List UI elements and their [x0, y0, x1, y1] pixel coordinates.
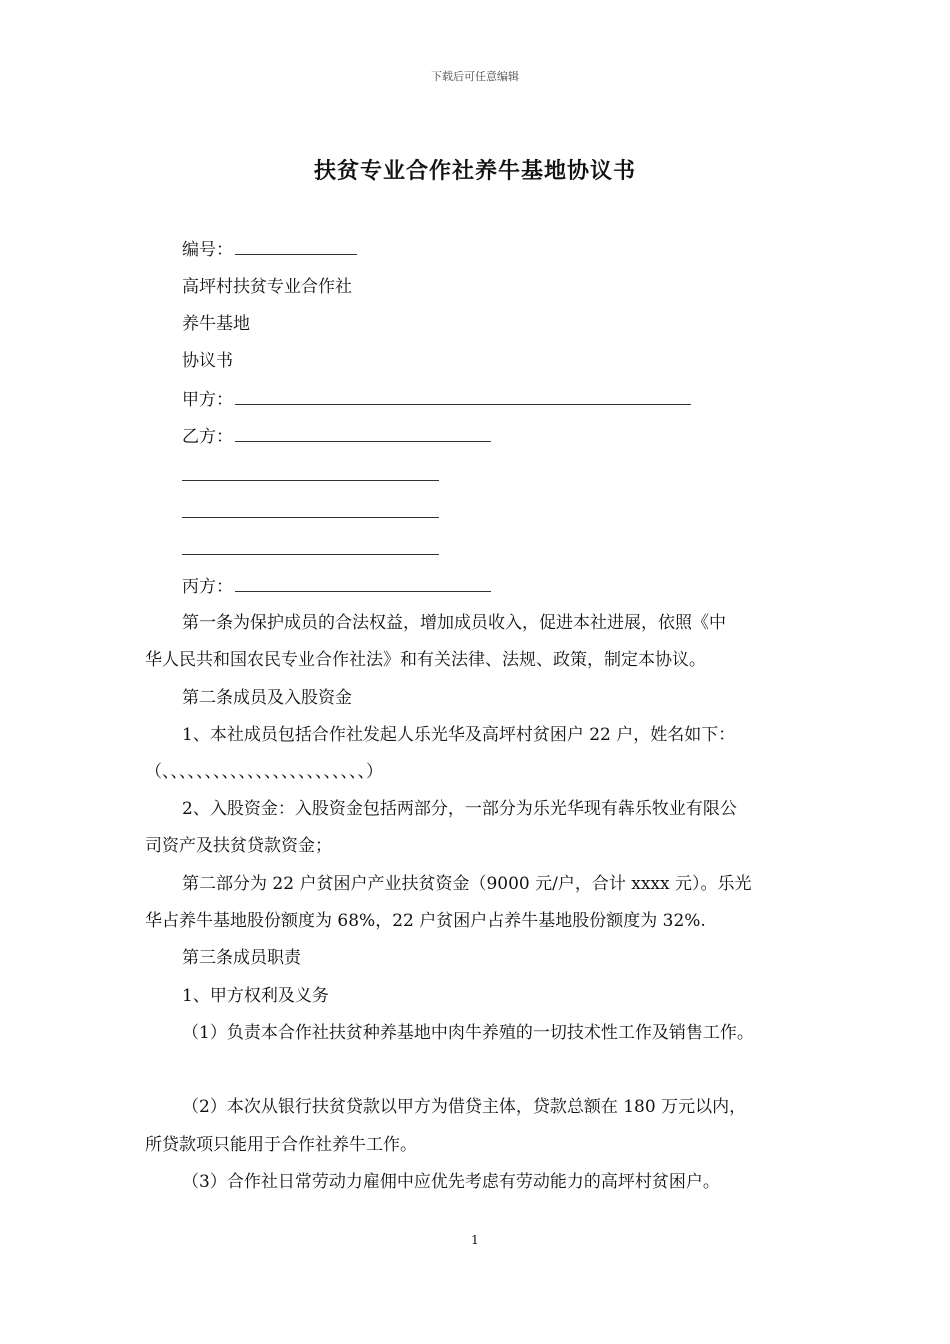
- article-2-item-3-line-1: 第二部分为 22 户贫困户产业扶贫资金（9000 元/户，合计 xxxx 元）。乐光: [182, 874, 752, 894]
- extra-blank-line-3: [182, 554, 439, 555]
- heading-line-base: 养牛基地: [182, 314, 250, 334]
- document-title: 扶贫专业合作社养牛基地协议书: [313, 158, 636, 184]
- number-label: 编号：: [182, 240, 233, 260]
- article-2-item-2-line-1: 2、入股资金：入股资金包括两部分，一部分为乐光华现有犇乐牧业有限公: [182, 799, 737, 819]
- article-3-sub-1: 1、甲方权利及义务: [182, 986, 329, 1006]
- article-2-item-1-line-1: 1、本社成员包括合作社发起人乐光华及高坪村贫困户 22 户，姓名如下：: [182, 725, 736, 745]
- article-3-paragraph-3: （3）合作社日常劳动力雇佣中应优先考虑有劳动能力的高坪村贫困户。: [182, 1172, 720, 1192]
- article-2-item-3-line-2: 华占养牛基地股份额度为 68%，22 户贫困户占养牛基地股份额度为 32%.: [145, 911, 706, 931]
- party-b-label: 乙方：: [182, 427, 233, 447]
- party-b-blank: [235, 424, 491, 442]
- article-1-line-2: 华人民共和国农民专业合作社法》和有关法律、法规、政策，制定本协议。: [145, 650, 706, 670]
- article-3-paragraph-1: （1）负责本合作社扶贫种养基地中肉牛养殖的一切技术性工作及销售工作。: [182, 1023, 754, 1043]
- article-2-item-1-line-2: （、、、、、、、、、、、、、、、、、、、、、、、、）: [145, 762, 383, 782]
- page-number: 1: [471, 1233, 479, 1247]
- heading-line-cooperative: 高坪村扶贫专业合作社: [182, 277, 352, 297]
- party-c-field: [182, 574, 491, 599]
- article-2-item-2-line-2: 司资产及扶贫贷款资金；: [145, 836, 332, 856]
- article-3-heading: 第三条成员职责: [182, 948, 301, 968]
- article-3-paragraph-2-line-1: （2）本次从银行扶贫贷款以甲方为借贷主体，贷款总额在 180 万元以内，: [182, 1097, 747, 1117]
- heading-line-agreement: 协议书: [182, 351, 233, 371]
- party-a-blank: [235, 387, 691, 405]
- article-3-paragraph-2-line-2: 所贷款项只能用于合作社养牛工作。: [145, 1135, 417, 1155]
- number-blank: [235, 237, 357, 255]
- party-c-label: 丙方：: [182, 577, 233, 597]
- party-b-field: [182, 424, 491, 449]
- number-field: [182, 237, 357, 262]
- article-1-line-1: 第一条为保护成员的合法权益，增加成员收入，促进本社进展，依照《中: [182, 613, 726, 633]
- header-note: 下载后可任意编辑: [431, 70, 519, 83]
- party-c-blank: [235, 574, 491, 592]
- extra-blank-line-1: [182, 480, 439, 481]
- article-2-heading: 第二条成员及入股资金: [182, 688, 352, 708]
- extra-blank-line-2: [182, 517, 439, 518]
- party-a-label: 甲方：: [182, 390, 233, 410]
- party-a-field: [182, 387, 691, 412]
